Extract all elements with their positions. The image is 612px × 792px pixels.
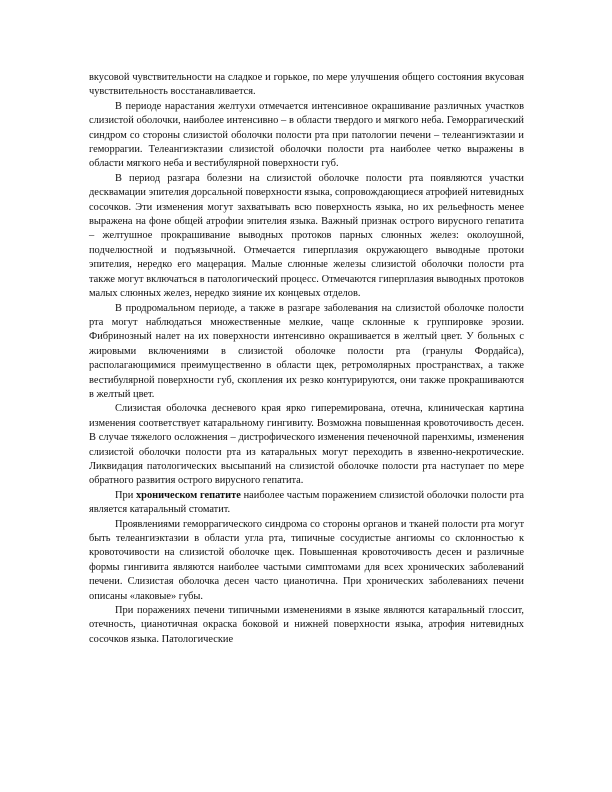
- paragraph-taste-recovery: вкусовой чувствительности на сладкое и горькое, по мере улучшения общего состояния вкусовая чувствительность восстанавливается.: [89, 72, 524, 98]
- body-text: [89, 71, 524, 647]
- chronic-hepatitis-intro: При: [115, 489, 136, 501]
- paragraph-hemorrhagic-syndrome: Проявлениями геморрагического синдрома со стороны органов и тканей полости рта могут быть телеангиэктазии в области угла рта, типичные сосудистые ангиомы со склонностью к кровоточивости на слизистой оболочке щек. Повышенная кровоточивость десен и различные формы гингивита являются наиболее частыми симптомами для всех хронических заболеваний печени. Слизистая оболочка десен часто цианотична. При хронических заболеваниях печени описаны «лаковые» губы.: [89, 518, 524, 602]
- paragraph-gingival-mucosa: Слизистая оболочка десневого края ярко гиперемирована, отечна, клиническая картина изменения соответствует катаральному гингивиту. Возможна повышенная кровоточивость десен. В случае тяжелого осложнения – дистрофического изменения печеночной паренхимы, изменения слизистой оболочки полости рта из катаральных могут переходить в язвенно-некротические. Ликвидация патологических высыпаний на слизистой оболочке полости рта наступает по мере обратного развития острого вирусного гепатита.: [89, 403, 524, 487]
- paragraph-peak-period: В период разгара болезни на слизистой оболочке полости рта появляются участки десквамации эпителия дорсальной поверхности языка, сопровождающиеся атрофией нитевидных сосочков. Эти изменения могут захватывать всю поверхность языка, но их рельефность менее выражена на фоне общей атрофии эпителия языка. Важный признак острого вирусного гепатита – желтушное прокрашивание выводных протоков парных слюнных желез: околоушной, подчелюстной и подъязычной. Отмечается гиперплазия окружающего выводные протоки эпителия, нередко его мацерация. Малые слюнные железы слизистой оболочки полости рта также могут включаться в патологический процесс. Отмечаются гиперплазия выводных протоков малых слюнных желез, нередко зияние их концевых отделов.: [89, 172, 524, 300]
- paragraph-jaundice-period: В периоде нарастания желтухи отмечается интенсивное окрашивание различных участков слизистой оболочки, наиболее интенсивно – в области твердого и мягкого неба. Геморрагический синдром со стороны слизистой оболочки полости рта при патологии печени – телеангиэктазии и геморрагии. Телеангиэктазии слизистой оболочки полости рта наиболее четко выражены в области мягкого неба и вестибулярной поверхности губ.: [89, 100, 524, 170]
- paragraph-chronic-hepatitis: [89, 489, 524, 518]
- paragraph-tongue-changes: При поражениях печени типичными изменениями в языке являются катаральный глоссит, отечность, цианотичная окраска боковой и нижней поверхности языка, атрофия нитевидных сосочков языка. Патологические: [89, 605, 524, 645]
- chronic-hepatitis-term: хроническом гепатите: [135, 489, 241, 501]
- chronic-hepatitis-rest: наиболее частым поражением слизистой оболочки полости рта является катаральный стоматит.: [89, 489, 524, 516]
- paragraph-prodromal-period: В продромальном периоде, а также в разгаре заболевания на слизистой оболочке полости рта могут наблюдаться множественные мелкие, чаще склонные к группировке эрозии. Фибринозный налет на их поверхности интенсивно окрашивается в желтый цвет. У больных с жировыми включениями в слизистой оболочке полости рта (гранулы Фордайса), располагающимися преимущественно в области щек, ретромолярных пространствах, а также вестибулярной поверхности губ, скопления их резко контурируются, они также прокрашиваются в желтый цвет.: [89, 302, 524, 400]
